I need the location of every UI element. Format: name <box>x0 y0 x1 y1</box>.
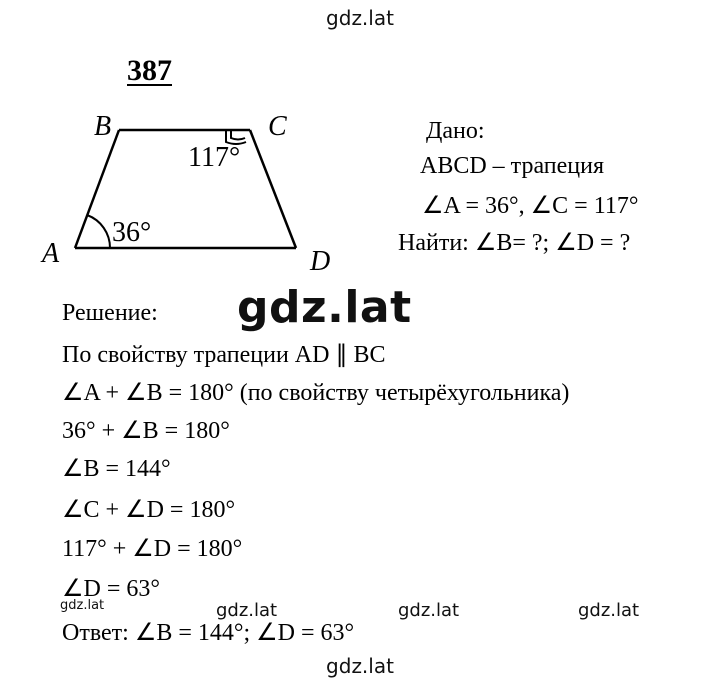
given-heading: Дано: <box>426 118 485 144</box>
angle-a-label: 36° <box>112 217 152 248</box>
solution-line: ∠C + ∠D = 180° <box>62 497 236 523</box>
label-b: B <box>94 111 112 142</box>
solution-line: 117° + ∠D = 180° <box>62 536 243 562</box>
watermark-top: gdz.lat <box>326 6 394 30</box>
solution-line: По свойству трапеции AD ∥ BC <box>62 342 386 368</box>
watermark-bottom: gdz.lat <box>326 654 394 678</box>
label-d: D <box>310 246 331 277</box>
solution-line: ∠D = 63° <box>62 576 160 602</box>
angle-c-label: 117° <box>188 142 241 173</box>
solution-line: ∠A + ∠B = 180° (по свойству четырёхугольника) <box>62 380 570 406</box>
problem-number: 387 <box>127 54 172 87</box>
watermark-row-1: gdz.lat <box>60 598 105 613</box>
solution-line: ∠B = 144° <box>62 456 171 482</box>
label-c: C <box>268 111 287 142</box>
watermark-row-4: gdz.lat <box>578 600 640 621</box>
watermark-center: gdz.lat <box>237 282 412 333</box>
find-line: Найти: ∠B= ?; ∠D = ? <box>398 230 631 256</box>
angle-a-arc <box>87 215 110 248</box>
given-figure: ABCD – трапеция <box>420 153 605 179</box>
watermark-row-2: gdz.lat <box>216 600 278 621</box>
label-a: A <box>42 238 60 269</box>
answer-line: Ответ: ∠B = 144°; ∠D = 63° <box>62 620 355 646</box>
watermark-row-3: gdz.lat <box>398 600 460 621</box>
solution-heading: Решение: <box>62 300 158 326</box>
side-cd <box>250 130 296 248</box>
given-angles: ∠A = 36°, ∠C = 117° <box>422 193 639 219</box>
angle-c-arc-inner <box>231 131 245 140</box>
solution-line: 36° + ∠B = 180° <box>62 418 230 444</box>
